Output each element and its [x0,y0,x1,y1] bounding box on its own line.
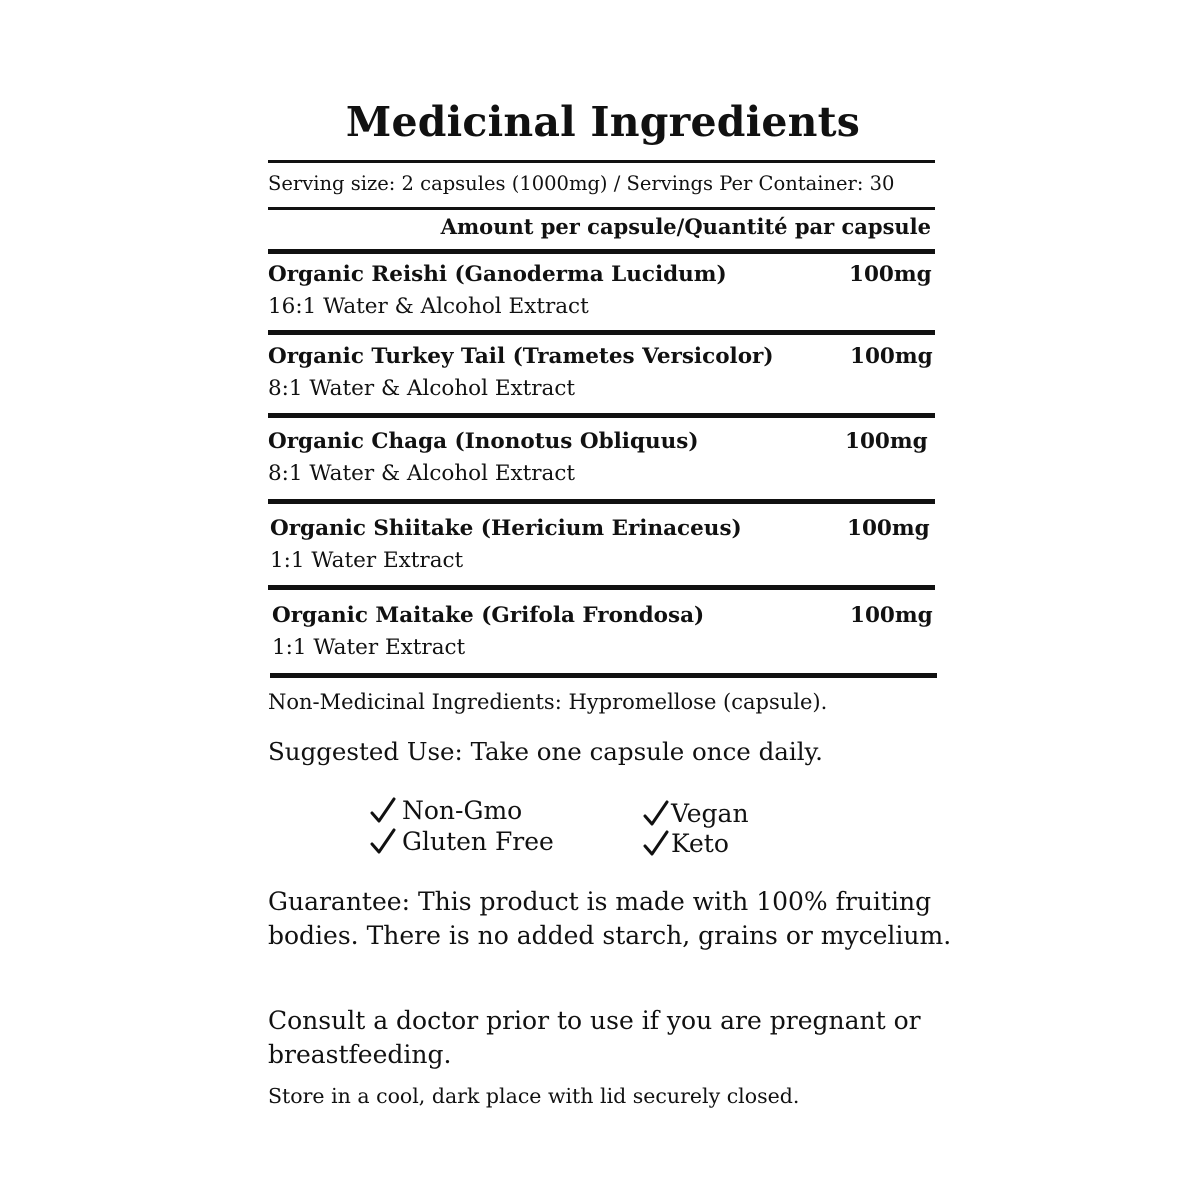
divider [268,585,935,590]
ingredient-amount: 100mg [847,516,930,541]
claim-item [370,827,554,856]
serving-info: Serving size: 2 capsules (1000mg) / Servings Per Container: 30 [268,172,895,195]
checkmark-icon [643,800,669,828]
claim-item [370,796,522,825]
divider [268,160,935,163]
ingredient-name: Organic Reishi (Ganoderma Lucidum) [268,262,727,287]
divider [268,207,935,210]
divider [268,249,935,254]
claim-label: Non-Gmo [402,796,523,825]
divider [268,330,935,335]
ingredient-amount: 100mg [849,262,932,287]
ingredient-extract: 1:1 Water Extract [270,548,464,573]
claim-label: Vegan [671,799,749,828]
divider [268,499,935,504]
claim-label: Keto [671,829,729,858]
ingredient-extract: 1:1 Water Extract [272,635,466,660]
guarantee-text: Guarantee: This product is made with 100% fruiting bodies. There is no added starch, grains or mycelium. [268,887,952,950]
amount-header: Amount per capsule/Quantité par capsule [440,214,931,239]
ingredient-amount: 100mg [845,429,928,454]
ingredient-extract: 16:1 Water & Alcohol Extract [268,294,589,319]
storage-instructions: Store in a cool, dark place with lid securely closed. [268,1084,800,1108]
divider [270,673,937,678]
checkmark-icon [370,828,396,856]
claim-item [643,799,749,828]
ingredient-amount: 100mg [850,344,933,369]
non-medicinal-ingredients: Non-Medicinal Ingredients: Hypromellose (capsule). [268,690,828,714]
ingredient-name: Organic Turkey Tail (Trametes Versicolor) [268,344,774,369]
claim-label: Gluten Free [402,827,554,856]
suggested-use: Suggested Use: Take one capsule once daily. [268,737,823,766]
divider [268,413,935,418]
checkmark-icon [643,830,669,858]
page-title: Medicinal Ingredients [345,98,861,146]
ingredient-amount: 100mg [850,603,933,628]
ingredient-name: Organic Chaga (Inonotus Obliquus) [268,429,699,454]
ingredient-name: Organic Shiitake (Hericium Erinaceus) [270,516,742,541]
ingredient-name: Organic Maitake (Grifola Frondosa) [272,603,705,628]
ingredient-extract: 8:1 Water & Alcohol Extract [268,461,576,486]
claim-item [643,829,729,858]
consult-warning: Consult a doctor prior to use if you are pregnant or breastfeeding. [268,1006,921,1069]
ingredient-extract: 8:1 Water & Alcohol Extract [268,376,576,401]
checkmark-icon [370,797,396,825]
